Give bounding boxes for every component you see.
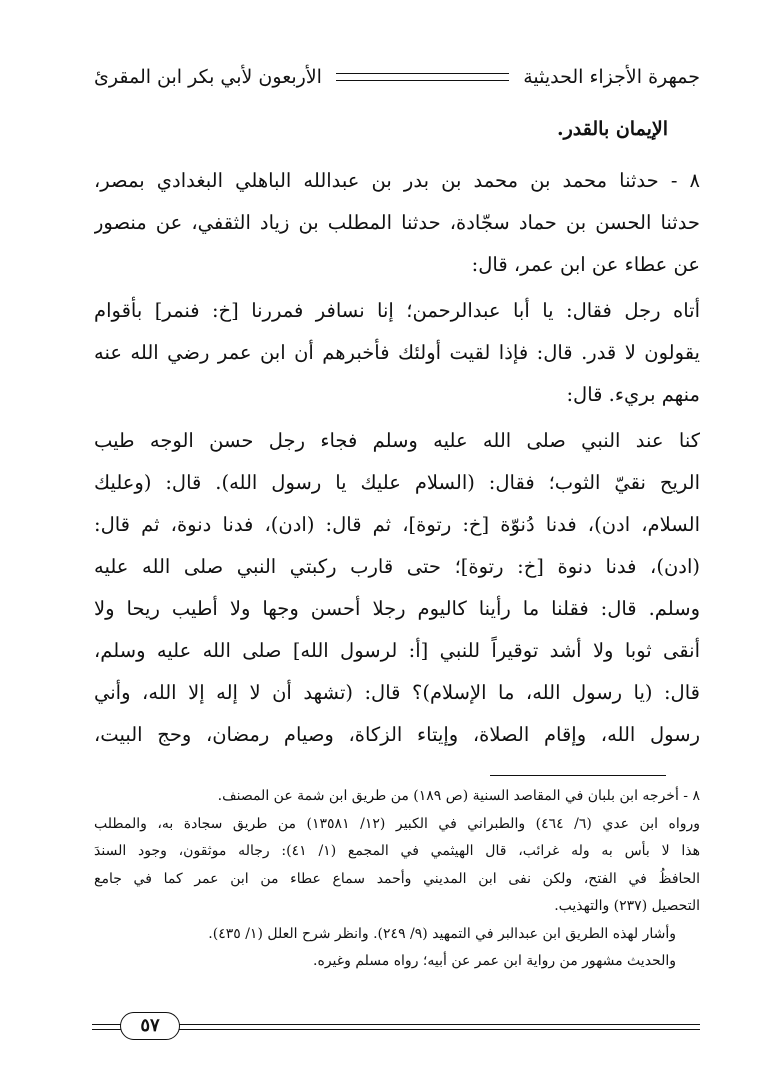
text-line: السلام، ادن)، فدنا دُنوّة [خ: رتوة]، ثم قال: (ادن)، فدنا دنوة، ثم قال:	[94, 513, 700, 536]
page-number-rule	[92, 1024, 700, 1030]
footnote-line: وأشار لهذه الطريق ابن عبدالبر في التمهيد (٩/ ٢٤٩). وانظر شرح العلل (١/ ٤٣٥).	[208, 925, 676, 942]
footnote-line: ٨ - أخرجه ابن بلبان في المقاصد السنية (ص ١٨٩) من طريق ابن شمة عن المصنف.	[217, 788, 700, 804]
text-line: كنا عند النبي صلى الله عليه وسلم فجاء رجل حسن الوجه طيب	[94, 429, 700, 452]
page-number: ٥٧	[120, 1012, 180, 1040]
text-line: حدثنا الحسن بن حماد سجّادة، حدثنا المطلب بن زياد الثقفي، عن منصور	[94, 211, 700, 234]
footnote-line: التحصيل (٢٣٧) والتهذيب.	[554, 898, 700, 914]
text-line: أنقى ثوبا ولا أشد توقيراً للنبي [أ: لرسول الله] صلى الله عليه وسلم،	[94, 639, 700, 662]
header-divider	[336, 73, 509, 81]
running-header	[94, 62, 700, 92]
footnotes	[94, 783, 700, 976]
text-line: (ادن)، فدنا دنوة [خ: رتوة]؛ حتى قارب ركبتي النبي صلى الله عليه	[94, 555, 700, 578]
text-line: قال: (يا رسول الله، ما الإسلام)؟ قال: (تشهد أن لا إله إلا الله، وأني	[94, 681, 700, 704]
text-line: وسلم. قال: فقلنا ما رأينا كاليوم رجلا أحسن وجها ولا أطيب ريحا ولا	[94, 597, 700, 620]
header-book-title: الأربعون لأبي بكر ابن المقرئ	[94, 66, 322, 88]
header-collection-title: جمهرة الأجزاء الحديثية	[523, 66, 700, 88]
footnote-line: الحافظُ في الفتح، ولكن نفى ابن المديني وأحمد سماع عطاء من ابن عمر كما في جامع	[94, 870, 700, 887]
footnote-separator	[490, 775, 666, 776]
text-line: منهم بريء. قال:	[566, 383, 700, 406]
text-line: رسول الله، وإقام الصلاة، وإيتاء الزكاة، وصيام رمضان، وحج البيت،	[94, 723, 700, 746]
footnote-line: ورواه ابن عدي (٦/ ٤٦٤) والطبراني في الكبير (١٢/ ١٣٥٨١) من طريق سجادة به، والمطلب	[94, 815, 700, 832]
text-line: ٨ - حدثنا محمد بن محمد بن بدر بن عبدالله الباهلي البغدادي بمصر،	[94, 169, 700, 192]
hadith-paragraph-isnad	[94, 160, 700, 286]
text-line: يقولون لا قدر. قال: فإذا لقيت أولئك فأخبرهم أن ابن عمر رضي الله عنه	[94, 341, 700, 364]
section-title: الإيمان بالقدر.	[557, 118, 668, 140]
hadith-paragraph-matn	[94, 420, 700, 756]
text-line: الريح نقيّ الثوب؛ فقال: (السلام عليك يا رسول الله). قال: (وعليك	[94, 471, 700, 494]
page-number-ornament	[92, 1012, 700, 1042]
footnote-line: والحديث مشهور من رواية ابن عمر عن أبيه؛ رواه مسلم وغيره.	[313, 953, 676, 969]
footnote-line: هذا لا بأس به وله غرائب، قال الهيثمي في المجمع (١/ ٤١): رجاله موثقون، وجود السندَ	[94, 843, 700, 859]
text-line: أتاه رجل فقال: يا أبا عبدالرحمن؛ إنا نسافر فمررنا [خ: فنمر] بأقوام	[94, 299, 700, 322]
hadith-paragraph-question	[94, 290, 700, 416]
text-line: عن عطاء عن ابن عمر، قال:	[471, 253, 700, 276]
